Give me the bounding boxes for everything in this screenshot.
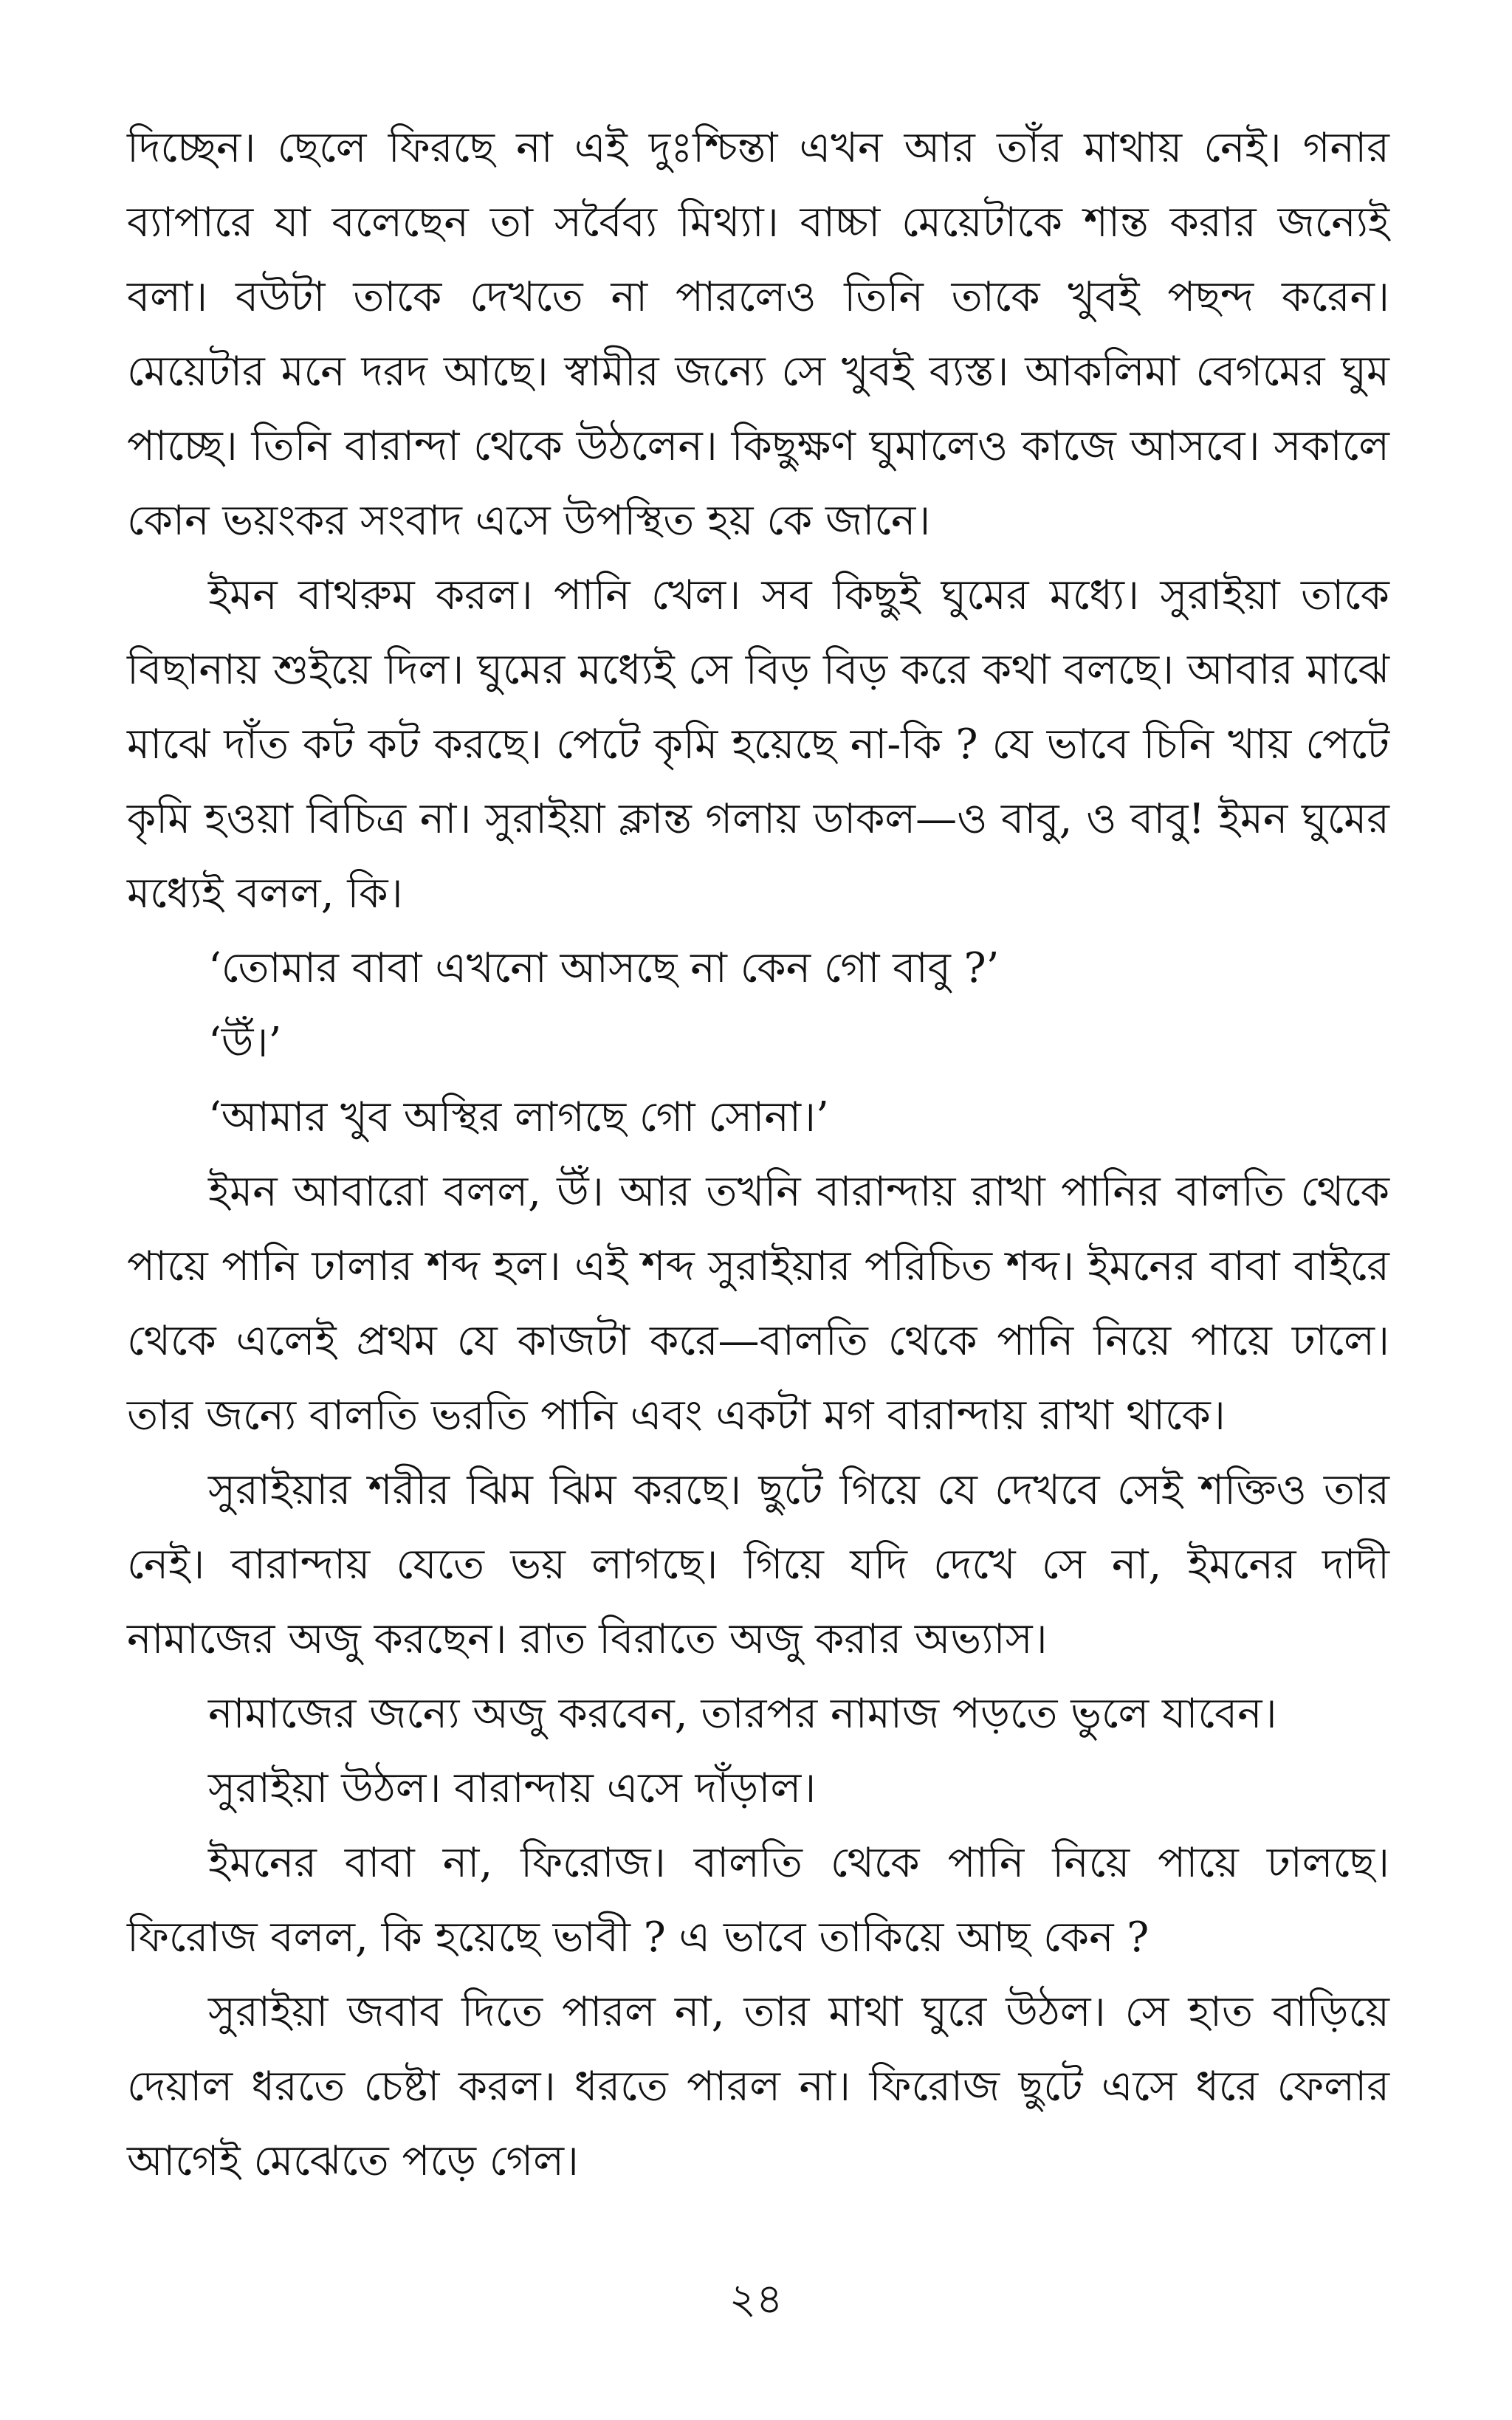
page-number: ২৪ [729, 2275, 783, 2323]
paragraph-4: ‘উঁ।’ [208, 1019, 282, 1067]
paragraph-3: ‘তোমার বাবা এখনো আসছে না কেন গো বাবু ?’ [208, 944, 1000, 992]
paragraph-9: সুরাইয়া উঠল। বারান্দায় এসে দাঁড়াল। [208, 1764, 817, 1812]
paragraph-8: নামাজের জন্যে অজু করবেন, তারপর নামাজ পড়তে ভুলে যাবেন। [208, 1690, 1277, 1738]
paragraph-1: দিচ্ছেন। ছেলে ফিরছে না এই দুঃশ্চিন্তা এখন আর তাঁর মাথায় নেই। গনার ব্যাপারে যা বলেছেন তা সর্বৈব্য মিথ্যা। বাচ্চা মেয়েটাকে শান্ত করার জন্যেই বলা। বউটা তাকে দেখতে না পারলেও তিনি তাকে খুবই পছন্দ করেন। মেয়েটার মনে দরদ আছে। স্বামীর জন্যে সে খুবই ব্যস্ত। আকলিমা বেগমের ঘুম পাচ্ছে। তিনি বারান্দা থেকে উঠলেন। কিছুক্ষণ ঘুমালেও কাজে আসবে। সকালে কোন ভয়ংকর সংবাদ এসে উপস্থিত হয় কে জানে। [127, 124, 1389, 545]
paragraph-7: সুরাইয়ার শরীর ঝিম ঝিম করছে। ছুটে গিয়ে যে দেখবে সেই শক্তিও তার নেই। বারান্দায় যেতে ভয় লাগছে। গিয়ে যদি দেখে সে না, ইমনের দাদী নামাজের অজু করছেন। রাত বিরাতে অজু করার অভ্যাস। [127, 1466, 1389, 1663]
body-text [127, 111, 1389, 2199]
paragraph-11: সুরাইয়া জবাব দিতে পারল না, তার মাথা ঘুরে উঠল। সে হাত বাড়িয়ে দেয়াল ধরতে চেষ্টা করল। ধরতে পারল না। ফিরোজ ছুটে এসে ধরে ফেলার আগেই মেঝেতে পড়ে গেল। [127, 1988, 1389, 2185]
paragraph-5: ‘আমার খুব অস্থির লাগছে গো সোনা।’ [208, 1093, 829, 1141]
paragraph-6: ইমন আবারো বলল, উঁ। আর তখনি বারান্দায় রাখা পানির বালতি থেকে পায়ে পানি ঢালার শব্দ হল। এই শব্দ সুরাইয়ার পরিচিত শব্দ। ইমনের বাবা বাইরে থেকে এলেই প্রথম যে কাজটা করে—বালতি থেকে পানি নিয়ে পায়ে ঢালে। তার জন্যে বালতি ভরতি পানি এবং একটা মগ বারান্দায় রাখা থাকে। [127, 1168, 1389, 1440]
paragraph-10: ইমনের বাবা না, ফিরোজ। বালতি থেকে পানি নিয়ে পায়ে ঢালছে। ফিরোজ বলল, কি হয়েছে ভাবী ? এ ভাবে তাকিয়ে আছ কেন ? [127, 1839, 1389, 1962]
paragraph-2: ইমন বাথরুম করল। পানি খেল। সব কিছুই ঘুমের মধ্যে। সুরাইয়া তাকে বিছানায় শুইয়ে দিল। ঘুমের মধ্যেই সে বিড় বিড় করে কথা বলছে। আবার মাঝে মাঝে দাঁত কট কট করছে। পেটে কৃমি হয়েছে না-কি ? যে ভাবে চিনি খায় পেটে কৃমি হওয়া বিচিত্র না। সুরাইয়া ক্লান্ত গলায় ডাকল—ও বাবু, ও বাবু! ইমন ঘুমের মধ্যেই বলল, কি। [127, 571, 1389, 918]
